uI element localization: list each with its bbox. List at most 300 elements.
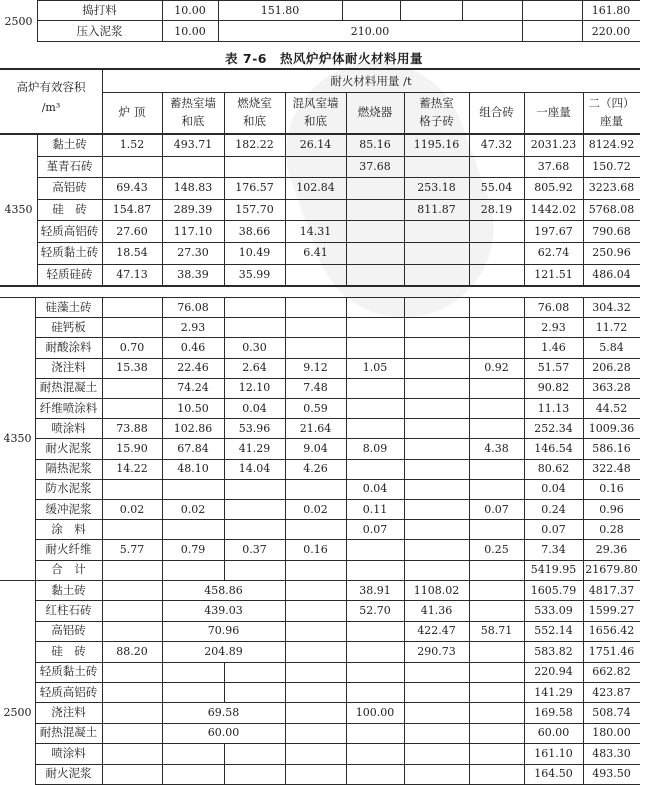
cell: 0.46 xyxy=(180,340,206,354)
cell: 161.10 xyxy=(534,746,573,760)
cell: 1442.02 xyxy=(530,203,577,217)
cell xyxy=(224,519,285,539)
column-header: 蓄热室 xyxy=(419,96,454,110)
cell: 0.37 xyxy=(242,542,267,556)
cell: 422.47 xyxy=(417,624,456,638)
cell xyxy=(346,177,404,199)
cell-merged: 458.86 xyxy=(204,583,243,597)
cell xyxy=(102,580,162,600)
cell: 21.64 xyxy=(299,421,332,435)
cell xyxy=(469,220,524,242)
column-header: 燃烧器 xyxy=(357,105,393,119)
cell: 552.14 xyxy=(534,624,573,638)
cell: 0.04 xyxy=(242,401,267,415)
cell: 8124.92 xyxy=(588,138,635,152)
row-name: 耐火泥浆 xyxy=(45,766,92,781)
cell xyxy=(102,723,162,743)
cell: 2.93 xyxy=(541,320,566,334)
cell: 0.24 xyxy=(541,502,566,516)
cell xyxy=(162,560,224,580)
header-rowhead: 高炉有效容积 xyxy=(16,79,86,94)
cell: 253.18 xyxy=(417,181,456,195)
cell xyxy=(285,317,346,337)
cell: 363.28 xyxy=(592,381,631,395)
cell: 74.24 xyxy=(177,381,209,395)
cell xyxy=(404,337,469,357)
cell xyxy=(346,264,404,286)
cell-merged: 60.00 xyxy=(207,726,240,740)
cell xyxy=(404,519,469,539)
cell xyxy=(469,297,524,317)
cell xyxy=(102,378,162,398)
cell xyxy=(162,519,224,539)
cell: 486.04 xyxy=(592,267,631,281)
row-name: 轻质黏土砖 xyxy=(39,664,98,679)
cell xyxy=(469,459,524,479)
cell: 69.43 xyxy=(116,181,148,195)
row-name: 捣打料 xyxy=(82,3,117,17)
column-header: 一座量 xyxy=(536,105,571,119)
column-header: 和底 xyxy=(181,113,205,128)
cell xyxy=(404,378,469,398)
cell: 27.30 xyxy=(177,246,209,260)
cell: 1009.36 xyxy=(588,421,635,435)
cell: 0.28 xyxy=(599,522,624,536)
cell: 0.07 xyxy=(541,522,566,536)
cell: 62.74 xyxy=(537,246,570,260)
row-name: 耐热混凝土 xyxy=(39,725,98,740)
cell: 58.71 xyxy=(480,624,513,638)
cell xyxy=(346,317,404,337)
cell: 9.04 xyxy=(303,441,328,455)
cell xyxy=(285,621,346,641)
row-name: 硅钙板 xyxy=(51,319,86,334)
cell: 322.48 xyxy=(592,462,631,476)
row-name: 轻质黏土砖 xyxy=(40,245,99,260)
row-name: 涂 料 xyxy=(51,521,86,536)
cell: 1.52 xyxy=(119,138,145,152)
cell xyxy=(404,499,469,519)
cell: 80.62 xyxy=(537,462,570,476)
cell: 586.16 xyxy=(592,441,631,455)
cell: 47.32 xyxy=(480,138,513,152)
cell: 250.96 xyxy=(592,246,631,260)
cell: 4.26 xyxy=(303,462,328,476)
cell: 76.08 xyxy=(537,300,570,314)
cell xyxy=(404,723,469,743)
cell xyxy=(404,358,469,378)
group-label: 4350 xyxy=(3,431,32,445)
cell xyxy=(404,156,469,178)
cell xyxy=(404,297,469,317)
column-header: 组合砖 xyxy=(479,105,514,119)
cell: 148.83 xyxy=(173,181,213,195)
row-name: 防水泥浆 xyxy=(45,481,92,496)
cell: 88.20 xyxy=(116,644,148,658)
cell xyxy=(469,580,524,600)
row-name: 硅 砖 xyxy=(51,643,86,658)
cell: 0.02 xyxy=(303,502,328,516)
cell: 22.46 xyxy=(177,361,209,375)
column-header: 和底 xyxy=(304,113,327,128)
cell: 790.68 xyxy=(592,224,631,238)
cell xyxy=(469,702,524,722)
cell xyxy=(285,264,346,286)
cell: 15.38 xyxy=(116,361,148,375)
cell xyxy=(285,479,346,499)
cell-merged: 70.96 xyxy=(207,624,240,638)
row-name: 轻质高铝砖 xyxy=(40,223,99,238)
cell: 2.93 xyxy=(180,320,206,334)
column-header: 混风室墙 xyxy=(292,96,339,110)
cell: 48.10 xyxy=(177,462,209,476)
cell xyxy=(469,337,524,357)
cell-merged: 439.03 xyxy=(204,604,243,618)
cell: 67.84 xyxy=(177,441,209,455)
cell: 0.59 xyxy=(303,401,328,415)
header-group: 耐火材料用量 /t xyxy=(330,73,412,88)
cell xyxy=(404,398,469,418)
cell: 76.08 xyxy=(177,300,209,314)
group-label: 2500 xyxy=(3,706,32,720)
cell: 37.68 xyxy=(359,159,391,173)
cell: 28.19 xyxy=(480,203,513,217)
cell: 423.87 xyxy=(592,685,631,699)
cell: 29.36 xyxy=(595,542,628,556)
cell: 4.38 xyxy=(484,441,509,455)
cell: 0.79 xyxy=(180,542,206,556)
cell xyxy=(346,220,404,242)
cell xyxy=(346,242,404,264)
cell: 169.58 xyxy=(534,706,573,720)
cell: 0.04 xyxy=(541,482,566,496)
cell xyxy=(404,539,469,559)
cell: 38.66 xyxy=(238,224,271,238)
cell: 0.30 xyxy=(242,340,267,354)
cell xyxy=(285,297,346,317)
cell: 164.50 xyxy=(534,767,573,781)
cell: 252.34 xyxy=(534,421,573,435)
cell: 662.82 xyxy=(592,665,631,679)
cell: 21679.80 xyxy=(585,563,638,577)
row-name: 隔热泥浆 xyxy=(45,461,92,476)
cell xyxy=(285,337,346,357)
cell: 10.49 xyxy=(238,246,271,260)
cell: 0.02 xyxy=(119,502,145,516)
cell xyxy=(404,479,469,499)
cell: 73.88 xyxy=(116,421,148,435)
column-header: 格子砖 xyxy=(419,113,454,128)
cell: 289.39 xyxy=(173,203,213,217)
cell xyxy=(102,560,162,580)
group-label: 2500 xyxy=(4,14,33,28)
row-name: 喷涂料 xyxy=(51,420,86,435)
cell: 1751.46 xyxy=(588,644,635,658)
column-header: 炉 顶 xyxy=(118,105,146,119)
cell xyxy=(102,297,162,317)
cell: 53.96 xyxy=(238,421,271,435)
cell xyxy=(102,600,162,620)
cell xyxy=(469,641,524,661)
rule xyxy=(224,662,225,682)
cell xyxy=(469,398,524,418)
cell: 100.00 xyxy=(355,706,395,720)
table-title: 表 7-6 热风炉炉体耐火材料用量 xyxy=(225,51,423,66)
cell xyxy=(404,560,469,580)
cell xyxy=(224,499,285,519)
rule xyxy=(0,285,640,287)
cell xyxy=(469,156,524,178)
cell: 14.22 xyxy=(116,462,148,476)
cell: 47.13 xyxy=(116,267,148,281)
column-header: 蓄热室墙 xyxy=(170,96,216,110)
cell: 14.04 xyxy=(238,462,271,476)
cell: 0.25 xyxy=(484,542,509,556)
rule xyxy=(224,764,225,784)
cell xyxy=(404,317,469,337)
cell: 493.71 xyxy=(173,138,213,152)
cell xyxy=(469,418,524,438)
cell: 2.64 xyxy=(242,361,267,375)
cell xyxy=(285,600,346,620)
cell: 12.10 xyxy=(238,381,271,395)
cell: 483.30 xyxy=(592,746,631,760)
cell xyxy=(224,317,285,337)
row-name: 耐酸涂料 xyxy=(45,339,92,354)
row-name: 耐火泥浆 xyxy=(45,440,92,455)
row-name: 耐火纤维 xyxy=(45,541,92,556)
cell: 38.39 xyxy=(177,267,209,281)
row-name: 堇青石砖 xyxy=(46,158,93,173)
cell xyxy=(346,459,404,479)
row-name: 红柱石砖 xyxy=(45,603,92,618)
cell: 146.54 xyxy=(534,441,573,455)
cell xyxy=(285,702,346,722)
cell: 290.73 xyxy=(417,644,456,658)
cell: 583.82 xyxy=(534,644,573,658)
cell: 1.46 xyxy=(541,340,566,354)
group-label: 4350 xyxy=(4,203,33,217)
cell xyxy=(346,723,404,743)
cell: 10.50 xyxy=(177,401,209,415)
cell-total: 161.80 xyxy=(591,4,631,17)
cell: 18.54 xyxy=(116,246,148,260)
cell: 60.00 xyxy=(537,726,570,740)
cell xyxy=(404,264,469,286)
cell: 0.07 xyxy=(362,522,388,536)
cell: 151.80 xyxy=(260,4,300,17)
cell: 0.07 xyxy=(484,502,509,516)
cell: 5768.08 xyxy=(588,203,635,217)
cell xyxy=(346,337,404,357)
row-name: 高铝砖 xyxy=(52,180,87,195)
cell: 3223.68 xyxy=(588,181,635,195)
cell: 5.77 xyxy=(119,542,145,556)
cell-merged: 210.00 xyxy=(350,24,390,38)
row-name: 高铝砖 xyxy=(51,623,86,638)
cell: 1599.27 xyxy=(588,604,635,618)
cell: 8.09 xyxy=(362,441,388,455)
cell xyxy=(102,317,162,337)
cell: 90.82 xyxy=(537,381,570,395)
row-name: 轻质硅砖 xyxy=(46,266,93,281)
cell xyxy=(404,242,469,264)
cell xyxy=(285,560,346,580)
cell-merged: 69.58 xyxy=(207,706,240,720)
rule xyxy=(224,743,225,764)
cell: 7.48 xyxy=(303,381,328,395)
row-name: 浇注料 xyxy=(51,705,86,720)
cell: 1656.42 xyxy=(588,624,635,638)
cell xyxy=(162,156,224,178)
cell: 27.60 xyxy=(116,224,148,238)
cell xyxy=(404,702,469,722)
cell xyxy=(285,723,346,743)
cell xyxy=(404,459,469,479)
row-name: 合 计 xyxy=(51,562,86,577)
cell xyxy=(102,479,162,499)
cell: 0.16 xyxy=(303,542,328,556)
cell: 7.34 xyxy=(541,542,566,556)
cell: 102.84 xyxy=(296,181,335,195)
row-name: 喷涂料 xyxy=(51,745,86,760)
cell: 206.28 xyxy=(592,361,631,375)
cell: 0.96 xyxy=(599,502,624,516)
cell: 150.72 xyxy=(592,159,631,173)
cell xyxy=(102,621,162,641)
cell: 533.09 xyxy=(534,604,573,618)
header-rowhead-unit: /m³ xyxy=(41,100,61,114)
cell xyxy=(346,539,404,559)
cell: 154.87 xyxy=(112,203,152,217)
cell: 0.11 xyxy=(362,502,388,516)
cell xyxy=(285,519,346,539)
cell xyxy=(469,600,524,620)
cell: 117.10 xyxy=(173,224,213,238)
cell: 38.91 xyxy=(359,583,391,597)
cell: 5419.95 xyxy=(530,563,577,577)
row-name: 黏土砖 xyxy=(52,137,87,152)
cell xyxy=(469,264,524,286)
cell xyxy=(469,560,524,580)
cell xyxy=(404,438,469,458)
rule xyxy=(224,682,225,702)
cell xyxy=(346,199,404,221)
cell xyxy=(162,479,224,499)
cell: 1.05 xyxy=(362,361,388,375)
cell xyxy=(224,560,285,580)
row-name: 黏土砖 xyxy=(51,582,86,597)
column-header: 燃烧室 xyxy=(237,96,272,110)
cell: 0.04 xyxy=(362,482,388,496)
cell: 15.90 xyxy=(116,441,148,455)
column-header: 二（四） xyxy=(588,96,635,110)
cell: 0.92 xyxy=(484,361,509,375)
cell: 1195.16 xyxy=(413,138,460,152)
cell-total: 220.00 xyxy=(591,24,631,38)
cell xyxy=(346,641,404,661)
cell: 220.94 xyxy=(534,665,573,679)
cell xyxy=(346,418,404,438)
cell: 197.67 xyxy=(534,224,573,238)
cell: 5.84 xyxy=(599,340,624,354)
cell: 2031.23 xyxy=(530,138,577,152)
cell xyxy=(346,621,404,641)
cell: 11.13 xyxy=(537,401,570,415)
cell: 176.57 xyxy=(235,181,274,195)
cell xyxy=(469,479,524,499)
row-name: 压入泥浆 xyxy=(76,23,123,38)
cell xyxy=(285,199,346,221)
cell xyxy=(285,580,346,600)
cell: 0.02 xyxy=(180,502,206,516)
cell xyxy=(224,479,285,499)
cell: 35.99 xyxy=(238,267,271,281)
column-header: 和底 xyxy=(243,113,266,128)
cell: 182.22 xyxy=(235,138,274,152)
cell: 157.70 xyxy=(235,203,274,217)
cell: 121.51 xyxy=(534,267,573,281)
cell: 1108.02 xyxy=(413,583,460,597)
cell xyxy=(346,297,404,317)
cell xyxy=(102,156,162,178)
cell: 6.41 xyxy=(303,246,328,260)
column-header: 座量 xyxy=(600,113,623,128)
cell: 52.70 xyxy=(359,604,391,618)
cell xyxy=(285,641,346,661)
row-name: 轻质高铝砖 xyxy=(39,684,98,699)
cell: 41.36 xyxy=(420,604,453,618)
cell: 41.29 xyxy=(238,441,271,455)
cell: 44.52 xyxy=(595,401,628,415)
row-name: 浇注料 xyxy=(51,360,86,375)
cell: 14.31 xyxy=(299,224,332,238)
cell: 811.87 xyxy=(417,203,456,217)
cell xyxy=(404,220,469,242)
cell: 508.74 xyxy=(592,706,631,720)
cell: 26.14 xyxy=(299,138,332,152)
cell: 180.00 xyxy=(592,726,631,740)
cell xyxy=(102,519,162,539)
cell xyxy=(469,317,524,337)
cell: 55.04 xyxy=(480,181,513,195)
cell: 805.92 xyxy=(534,181,573,195)
cell xyxy=(102,398,162,418)
cell: 493.50 xyxy=(592,767,631,781)
cell xyxy=(224,156,285,178)
cell xyxy=(469,242,524,264)
cell xyxy=(404,418,469,438)
row-name: 缓冲泥浆 xyxy=(45,501,92,516)
cell: 10.00 xyxy=(174,4,206,17)
cell: 51.57 xyxy=(537,361,570,375)
cell: 1605.79 xyxy=(530,583,577,597)
cell-merged: 204.89 xyxy=(204,644,243,658)
cell xyxy=(224,297,285,317)
cell: 9.12 xyxy=(303,361,328,375)
row-name: 硅 砖 xyxy=(52,202,87,217)
cell: 11.72 xyxy=(595,320,628,334)
cell: 10.00 xyxy=(174,24,206,38)
cell xyxy=(469,723,524,743)
cell: 4817.37 xyxy=(588,583,635,597)
cell xyxy=(346,398,404,418)
cell: 0.70 xyxy=(119,340,145,354)
cell: 141.29 xyxy=(534,685,573,699)
cell xyxy=(346,560,404,580)
row-name: 耐热混凝土 xyxy=(39,380,98,395)
cell: 37.68 xyxy=(537,159,570,173)
